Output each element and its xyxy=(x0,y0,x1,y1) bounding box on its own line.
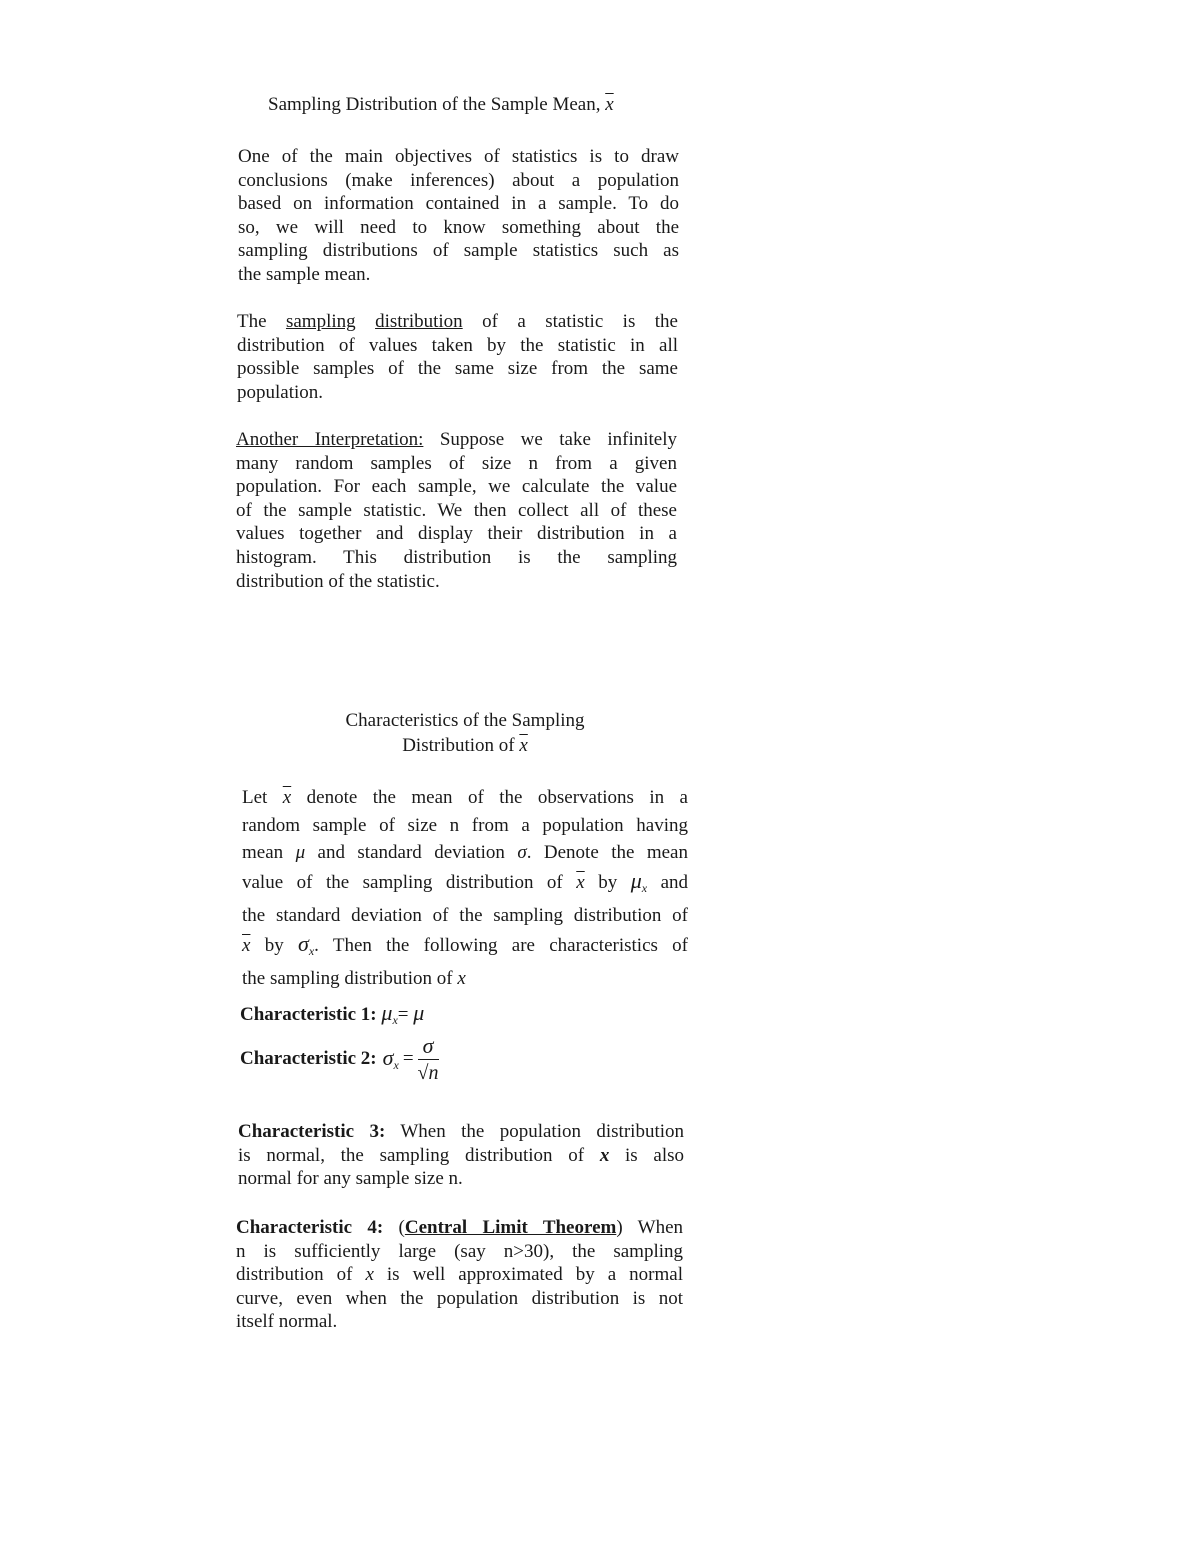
text-fragment: distribution of xyxy=(236,1264,366,1286)
text-fragment: Let xyxy=(242,787,283,808)
paragraph-line: itself normal. xyxy=(236,1311,338,1333)
paragraph-line: histogram. This distribution is the sampling xyxy=(236,546,677,568)
characteristic-3 xyxy=(238,1120,684,1191)
text-fragment: ( xyxy=(383,1217,405,1238)
sigma-expression xyxy=(383,1045,399,1073)
paragraph-line: distribution of the statistic. xyxy=(236,570,440,592)
paragraph-line xyxy=(237,310,678,334)
section2-title-line1: Characteristics of the Sampling xyxy=(345,710,585,731)
paragraph-line: so, we will need to know something about the xyxy=(238,216,679,238)
term-sampling: sampling xyxy=(285,311,356,332)
x-symbol: x xyxy=(599,1144,610,1166)
paragraph-line: based on information contained in a sample. To do xyxy=(238,193,679,215)
x-symbol: x xyxy=(457,968,466,989)
section1-title xyxy=(268,94,614,116)
paragraph-line: sampling distributions of sample statistics such as xyxy=(238,240,679,262)
paragraph-line: population. xyxy=(237,381,324,403)
text-fragment: is well approximated by a normal xyxy=(373,1264,683,1286)
paragraph-line: population. For each sample, we calculate the value xyxy=(236,476,677,498)
equals-sign: = xyxy=(397,1004,414,1025)
paragraph-line xyxy=(238,1144,684,1168)
subscript-x: x xyxy=(392,1013,398,1027)
paragraph-line xyxy=(236,1216,683,1240)
paragraph-line: One of the main objectives of statistics is to draw xyxy=(238,146,679,167)
central-limit-theorem-label: Central Limit Theorem xyxy=(404,1217,617,1238)
section2-title-line2 xyxy=(300,733,630,758)
text-fragment: by xyxy=(584,871,631,893)
paragraph-line xyxy=(242,784,688,812)
paragraph-line xyxy=(242,867,688,903)
text-fragment: . Denote the mean xyxy=(526,842,688,863)
equals-sign: = xyxy=(402,1048,414,1069)
characteristic-2 xyxy=(240,1034,439,1084)
characteristic-label: Characteristic 2: xyxy=(240,1048,377,1069)
text-fragment: ) When xyxy=(616,1217,684,1238)
paragraph-interpretation xyxy=(236,428,677,593)
text-fragment: and xyxy=(647,871,689,893)
x-symbol: x xyxy=(365,1264,374,1286)
paragraph-line: of the sample statistic. We then collect all of these xyxy=(236,499,677,521)
paragraph-line: many random samples of size n from a given xyxy=(236,452,677,474)
fraction-denominator: √n xyxy=(417,1062,439,1084)
paragraph-line: normal for any sample size n. xyxy=(238,1168,463,1190)
mu-symbol: μ xyxy=(295,842,306,863)
characteristic-label: Characteristic 4: xyxy=(236,1217,384,1238)
text-fragment: Suppose we take infinitely xyxy=(423,429,678,450)
mu-symbol: μ xyxy=(630,867,642,893)
text-fragment: by xyxy=(250,934,298,956)
text-fragment: denote the mean of the observations in a xyxy=(291,787,688,808)
section1-title-text: Sampling Distribution of the Sample Mean, xyxy=(268,94,606,115)
text-fragment: is also xyxy=(609,1144,685,1166)
paragraph-line xyxy=(238,1120,684,1144)
subscript-x: x xyxy=(641,880,648,895)
paragraph-line: the sample mean. xyxy=(238,263,371,285)
subscript-x: x xyxy=(308,943,315,958)
paragraph-definition xyxy=(237,310,678,404)
mu-symbol: μ xyxy=(413,1000,425,1025)
xbar-symbol: $\overline{x}$ xyxy=(576,871,585,893)
characteristic-label: Characteristic 3: xyxy=(238,1121,386,1142)
text-fragment xyxy=(356,311,375,332)
text-fragment: value of the sampling distribution of xyxy=(242,871,577,893)
sigma-symbol: σ xyxy=(297,930,309,956)
paragraph-line xyxy=(242,930,688,966)
characteristic-1 xyxy=(240,1000,424,1028)
paragraph-line xyxy=(242,965,688,993)
paragraph-line: curve, even when the population distribution is not xyxy=(236,1287,683,1309)
text-fragment: of a statistic is the xyxy=(462,311,678,332)
paragraph-line: conclusions (make inferences) about a population xyxy=(238,169,679,191)
term-distribution: distribution xyxy=(375,311,463,332)
text-fragment: and standard deviation xyxy=(305,842,518,863)
paragraph-objectives xyxy=(238,145,679,287)
xbar-symbol: $\overline{x}$ xyxy=(605,94,614,115)
paragraph-line: the standard deviation of the sampling distribution of xyxy=(242,905,688,926)
sigma-symbol: σ xyxy=(382,1045,394,1070)
xbar-symbol: $\overline{x}$ xyxy=(242,934,251,956)
paragraph-line: n is sufficiently large (say n>30), the sampling xyxy=(236,1240,683,1262)
section2-title xyxy=(300,708,630,758)
text-fragment: is normal, the sampling distribution of xyxy=(238,1144,600,1166)
text-fragment: . Then the following are characteristics of xyxy=(314,934,688,956)
paragraph-line: distribution of values taken by the statistic in all xyxy=(237,334,678,356)
sigma-symbol: σ xyxy=(517,842,527,863)
fraction-numerator: σ xyxy=(418,1034,439,1060)
paragraph-line: random sample of size n from a population having xyxy=(242,814,688,836)
paragraph-line: possible samples of the same size from the same xyxy=(237,358,678,380)
fraction xyxy=(418,1034,439,1084)
mu-symbol: μ xyxy=(381,1000,393,1025)
characteristic-4 xyxy=(236,1216,683,1334)
text-fragment: mean xyxy=(242,842,296,863)
paragraph-line: values together and display their distribution in a xyxy=(236,523,677,545)
paragraph-line xyxy=(242,839,688,867)
paragraph-intro xyxy=(242,784,688,993)
text-fragment: the sampling distribution of xyxy=(242,968,458,989)
xbar-symbol: $\overline{x}$ xyxy=(519,735,528,756)
text-fragment: The xyxy=(237,311,286,332)
text-fragment: When the population distribution xyxy=(385,1121,685,1142)
paragraph-line xyxy=(236,428,677,452)
label-another-interpretation: Another Interpretation: xyxy=(236,429,424,450)
text-fragment: Distribution of xyxy=(402,735,520,756)
paragraph-line xyxy=(236,1263,683,1287)
subscript-x: x xyxy=(393,1058,399,1072)
xbar-symbol: $\overline{x}$ xyxy=(282,787,292,808)
characteristic-label: Characteristic 1: xyxy=(240,1004,377,1025)
